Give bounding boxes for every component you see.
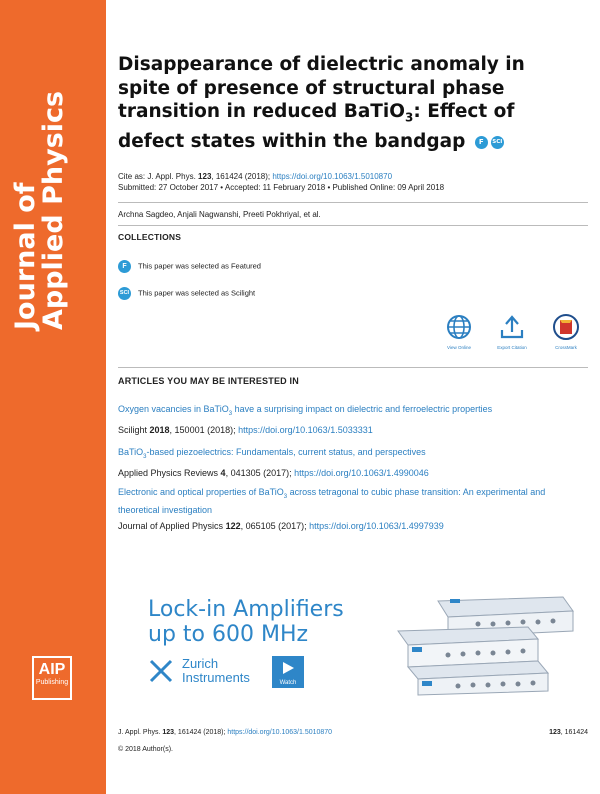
article-pages: , 150001 (2018); <box>169 424 236 435</box>
aip-logo-box <box>32 656 72 700</box>
cite-prefix: Cite as: J. Appl. Phys. <box>118 172 199 181</box>
article-title-subscript: 3 <box>143 453 147 460</box>
advertisement-banner[interactable] <box>148 585 588 700</box>
article-title-text: Electronic and optical properties of BaTiO <box>118 487 284 497</box>
article-title-text: BaTiO <box>118 447 144 457</box>
footer-right-volume: 123 <box>549 729 561 736</box>
featured-collection-item <box>118 260 261 273</box>
divider <box>118 367 588 368</box>
scilight-icon: SCI <box>118 287 131 300</box>
collections-heading: COLLECTIONS <box>118 232 182 242</box>
related-article-link[interactable] <box>118 446 588 464</box>
article-source <box>118 520 588 533</box>
article-title <box>118 53 578 154</box>
article-volume: 4 <box>220 467 226 478</box>
article-title-text: have a surprising impact on dielectric and ferroelectric properties <box>232 404 493 414</box>
article-title-text: across tetragonal to cubic phase transition: An experimental and theoretical investigation <box>118 487 546 515</box>
ad-headline-line2: up to 600 MHz <box>148 622 309 647</box>
featured-badge-icon[interactable]: F <box>475 136 488 149</box>
related-article-item <box>118 486 588 533</box>
footer-cite-rest: , 161424 (2018); <box>174 729 226 736</box>
related-article-link[interactable] <box>118 403 588 421</box>
featured-icon: F <box>118 260 131 273</box>
journal-name-line1: Journal of <box>10 182 41 330</box>
citation-meta <box>118 171 588 193</box>
export-icon <box>498 313 526 341</box>
article-journal: Applied Physics Reviews <box>118 467 221 478</box>
divider <box>118 225 588 226</box>
play-icon <box>281 661 295 675</box>
footer-doi-link[interactable]: https://doi.org/10.1063/1.5010870 <box>227 729 333 736</box>
aip-publishing-logo[interactable] <box>32 656 72 700</box>
brand-line1: Zurich <box>182 656 219 671</box>
title-part1: Disappearance of dielectric anomaly in spite of presence of structural phase transition in reduced BaTiO <box>118 54 525 122</box>
article-title-text: Oxygen vacancies in BaTiO <box>118 404 229 414</box>
crossmark-label: CrossMark <box>555 345 577 350</box>
related-article-item <box>118 403 588 437</box>
divider <box>118 202 588 203</box>
article-doi-link[interactable]: https://doi.org/10.1063/1.5033331 <box>238 424 373 435</box>
brand-line2: Instruments <box>182 670 250 685</box>
aip-logo-text: AIP <box>38 661 66 678</box>
title-part2: : Effect of defect states within the bandgap <box>118 101 515 153</box>
footer-right-rest: , 161424 <box>560 729 588 736</box>
copyright: © 2018 Author(s). <box>118 746 173 753</box>
authors-line[interactable]: Archna Sagdeo, Anjali Nagwanshi, Preeti Pokhriyal, et al. <box>118 210 321 219</box>
globe-icon <box>445 313 473 341</box>
cite-rest: , 161424 (2018); <box>211 172 271 181</box>
zurich-instruments-logo-icon <box>148 658 174 684</box>
brand-name <box>182 657 250 685</box>
doi-link[interactable]: https://doi.org/10.1063/1.5010870 <box>272 172 393 181</box>
footer-citation <box>118 729 332 736</box>
crossmark-icon <box>552 313 580 341</box>
scilight-text: This paper was selected as Scilight <box>138 288 256 298</box>
view-online-label: View Online <box>447 345 471 350</box>
article-title-subscript: 3 <box>283 493 288 500</box>
cite-volume: 123 <box>198 172 212 181</box>
scilight-collection-item <box>118 287 255 300</box>
aip-logo-subtext: Publishing <box>35 679 69 686</box>
article-journal: Journal of Applied Physics <box>118 520 226 531</box>
journal-sidebar <box>0 0 106 794</box>
related-articles-heading: ARTICLES YOU MAY BE INTERESTED IN <box>118 376 299 386</box>
related-article-item <box>118 446 588 480</box>
featured-text: This paper was selected as Featured <box>138 261 261 271</box>
article-title-subscript: 3 <box>228 410 233 417</box>
publication-dates: Submitted: 27 October 2017 • Accepted: 11 February 2018 • Published Online: 09 April 2018 <box>118 183 445 192</box>
lock-in-amplifier-image <box>388 591 578 697</box>
journal-name <box>12 30 92 330</box>
scilight-badge-icon[interactable]: SCI <box>491 136 504 149</box>
zurich-instruments-brand <box>148 655 348 695</box>
article-title-text: -based piezoelectrics: Fundamentals, current status, and perspectives <box>146 447 426 457</box>
article-doi-link[interactable]: https://doi.org/10.1063/1.4990046 <box>294 467 429 478</box>
ad-headline <box>148 597 344 647</box>
article-volume: 122 <box>225 520 241 531</box>
footer-page-ref <box>549 729 588 736</box>
article-volume: 2018 <box>149 424 170 435</box>
article-source <box>118 424 588 437</box>
article-pages: , 041305 (2017); <box>225 467 292 478</box>
title-subscript: 3 <box>405 110 414 125</box>
cite-line <box>118 171 588 182</box>
article-source <box>118 467 588 480</box>
view-online-button[interactable] <box>439 313 479 350</box>
watch-video-button[interactable] <box>272 656 304 688</box>
article-journal: Scilight <box>118 424 150 435</box>
footer-cite-prefix: J. Appl. Phys. <box>118 729 163 736</box>
footer-volume: 123 <box>162 729 175 736</box>
export-citation-button[interactable] <box>492 313 532 350</box>
watch-label: Watch <box>279 680 297 686</box>
ad-headline-line1: Lock-in Amplifiers <box>148 597 344 622</box>
journal-name-line2: Applied Physics <box>38 90 69 330</box>
export-citation-label: Export Citation <box>497 345 527 350</box>
crossmark-button[interactable] <box>546 313 586 350</box>
related-article-link[interactable] <box>118 486 588 517</box>
article-doi-link[interactable]: https://doi.org/10.1063/1.4997939 <box>309 520 444 531</box>
article-pages: , 065105 (2017); <box>240 520 307 531</box>
